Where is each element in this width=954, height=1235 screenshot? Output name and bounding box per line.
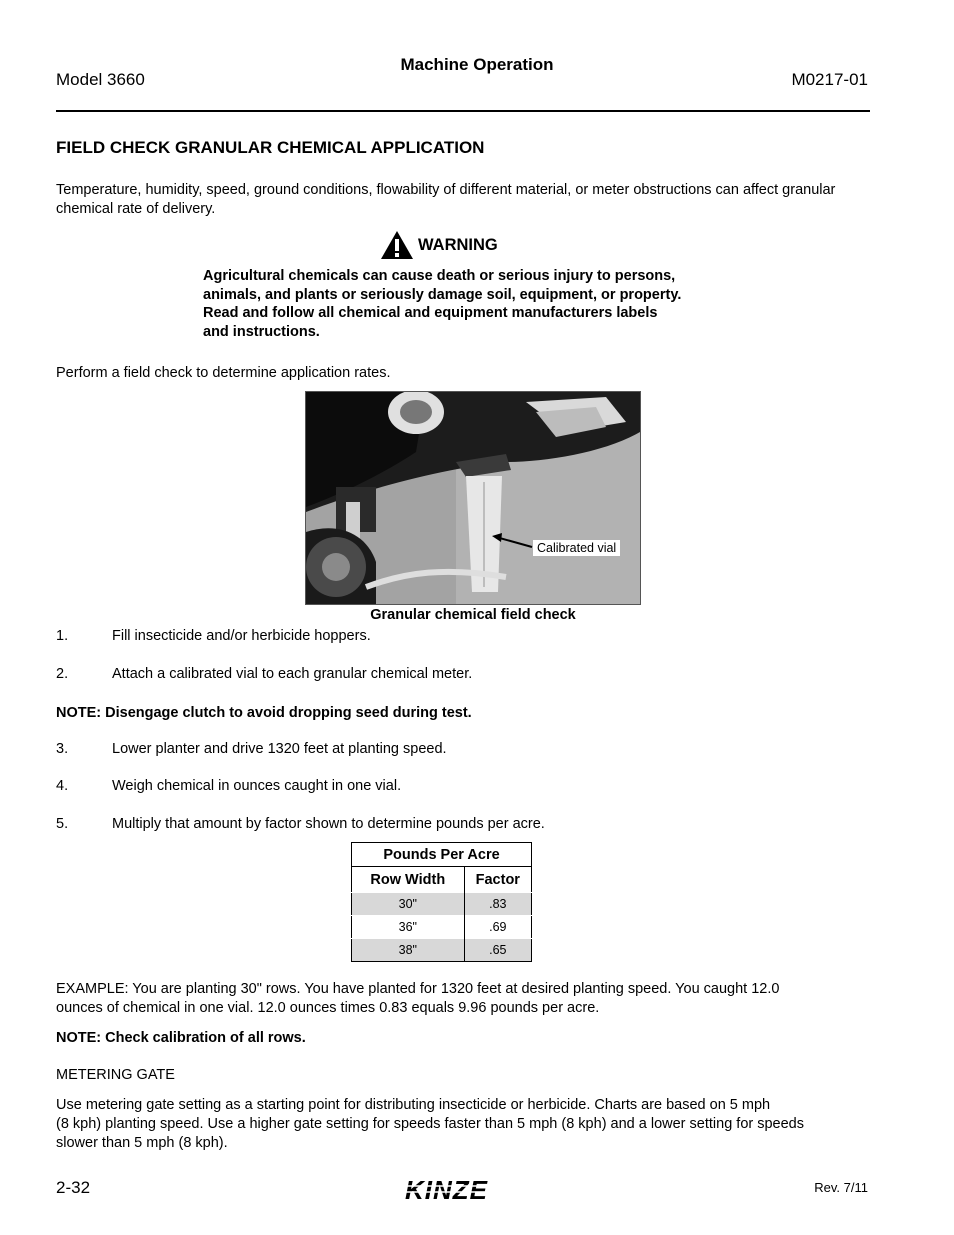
header-model: Model 3660 bbox=[56, 70, 145, 89]
table-row bbox=[352, 939, 532, 962]
field-check-intro: Perform a field check to determine application rates. bbox=[56, 365, 391, 381]
logo-text: KINZE bbox=[405, 1176, 488, 1204]
metering-line: Use metering gate setting as a starting point for distributing insecticide or herbicide. Charts are based on 5 mph bbox=[56, 1097, 771, 1113]
step-number: 3. bbox=[56, 741, 69, 757]
step-item bbox=[56, 816, 545, 832]
metering-gate-paragraph bbox=[56, 1096, 876, 1153]
warning-line: and instructions. bbox=[203, 323, 320, 340]
revision-date: Rev. 7/11 bbox=[814, 1180, 868, 1195]
column-header-row-width: Row Width bbox=[352, 867, 465, 893]
step-text: Lower planter and drive 1320 feet at planting speed. bbox=[112, 741, 447, 757]
field-check-photo-illustration bbox=[306, 392, 640, 604]
step-item bbox=[56, 778, 401, 794]
header-section-title: Machine Operation bbox=[400, 55, 554, 74]
figure-caption: Granular chemical field check bbox=[370, 607, 576, 623]
note-calibration: NOTE: Check calibration of all rows. bbox=[56, 1030, 306, 1046]
step-text: Fill insecticide and/or herbicide hoppers. bbox=[112, 628, 371, 644]
step-number: 2. bbox=[56, 666, 69, 682]
example-line: ounces of chemical in one vial. 12.0 ounces times 0.83 equals 9.96 pounds per acre. bbox=[56, 1000, 600, 1016]
pounds-per-acre-table bbox=[351, 842, 532, 962]
factor-cell: .69 bbox=[464, 916, 531, 939]
warning-triangle-icon bbox=[380, 230, 414, 260]
note-clutch: NOTE: Disengage clutch to avoid dropping seed during test. bbox=[56, 705, 472, 721]
step-item bbox=[56, 741, 447, 757]
row-width-cell: 30" bbox=[352, 893, 465, 916]
table-row bbox=[352, 893, 532, 916]
warning-heading bbox=[380, 230, 498, 260]
header-divider bbox=[56, 110, 870, 112]
metering-gate-heading: METERING GATE bbox=[56, 1067, 175, 1083]
kinze-logo bbox=[403, 1176, 523, 1209]
step-text: Attach a calibrated vial to each granular chemical meter. bbox=[112, 666, 473, 682]
column-header-factor: Factor bbox=[475, 871, 520, 888]
step-item bbox=[56, 628, 371, 644]
row-width-cell: 38" bbox=[352, 939, 465, 962]
calibrated-vial-callout: Calibrated vial bbox=[533, 540, 620, 556]
warning-text bbox=[203, 267, 743, 341]
warning-line: Agricultural chemicals can cause death or serious injury to persons, bbox=[203, 268, 676, 284]
warning-line: animals, and plants or seriously damage soil, equipment, or property. bbox=[203, 286, 682, 303]
warning-title: WARNING bbox=[418, 235, 498, 254]
metering-line: (8 kph) planting speed. Use a higher gate setting for speeds faster than 5 mph (8 kph) and a lower setting for speeds bbox=[56, 1116, 804, 1132]
header-doc-number: M0217-01 bbox=[791, 70, 868, 89]
step-number: 4. bbox=[56, 778, 69, 794]
step-text: Weigh chemical in ounces caught in one vial. bbox=[112, 778, 402, 794]
factor-cell: .83 bbox=[464, 893, 531, 916]
step-text: Multiply that amount by factor shown to determine pounds per acre. bbox=[112, 816, 545, 832]
table-title: Pounds Per Acre bbox=[352, 843, 532, 867]
warning-line: Read and follow all chemical and equipment manufacturers labels bbox=[203, 305, 658, 321]
example-paragraph bbox=[56, 980, 876, 1018]
step-number: 1. bbox=[56, 628, 69, 644]
kinze-logo-mark bbox=[403, 1176, 523, 1204]
field-check-photo bbox=[305, 391, 641, 605]
factor-cell: .65 bbox=[464, 939, 531, 962]
metering-line: slower than 5 mph (8 kph). bbox=[56, 1135, 228, 1151]
example-line: EXAMPLE: You are planting 30" rows. You have planted for 1320 feet at desired planting speed. You caught 12.0 bbox=[56, 981, 780, 997]
step-item bbox=[56, 666, 472, 682]
page-number: 2-32 bbox=[56, 1178, 91, 1197]
intro-paragraph: Temperature, humidity, speed, ground conditions, flowability of different material, or meter obstructions can affect granular chemical rate of delivery. bbox=[56, 182, 836, 217]
step-number: 5. bbox=[56, 816, 69, 832]
section-title: FIELD CHECK GRANULAR CHEMICAL APPLICATION bbox=[56, 138, 485, 157]
row-width-cell: 36" bbox=[352, 916, 465, 939]
table-row bbox=[352, 916, 532, 939]
